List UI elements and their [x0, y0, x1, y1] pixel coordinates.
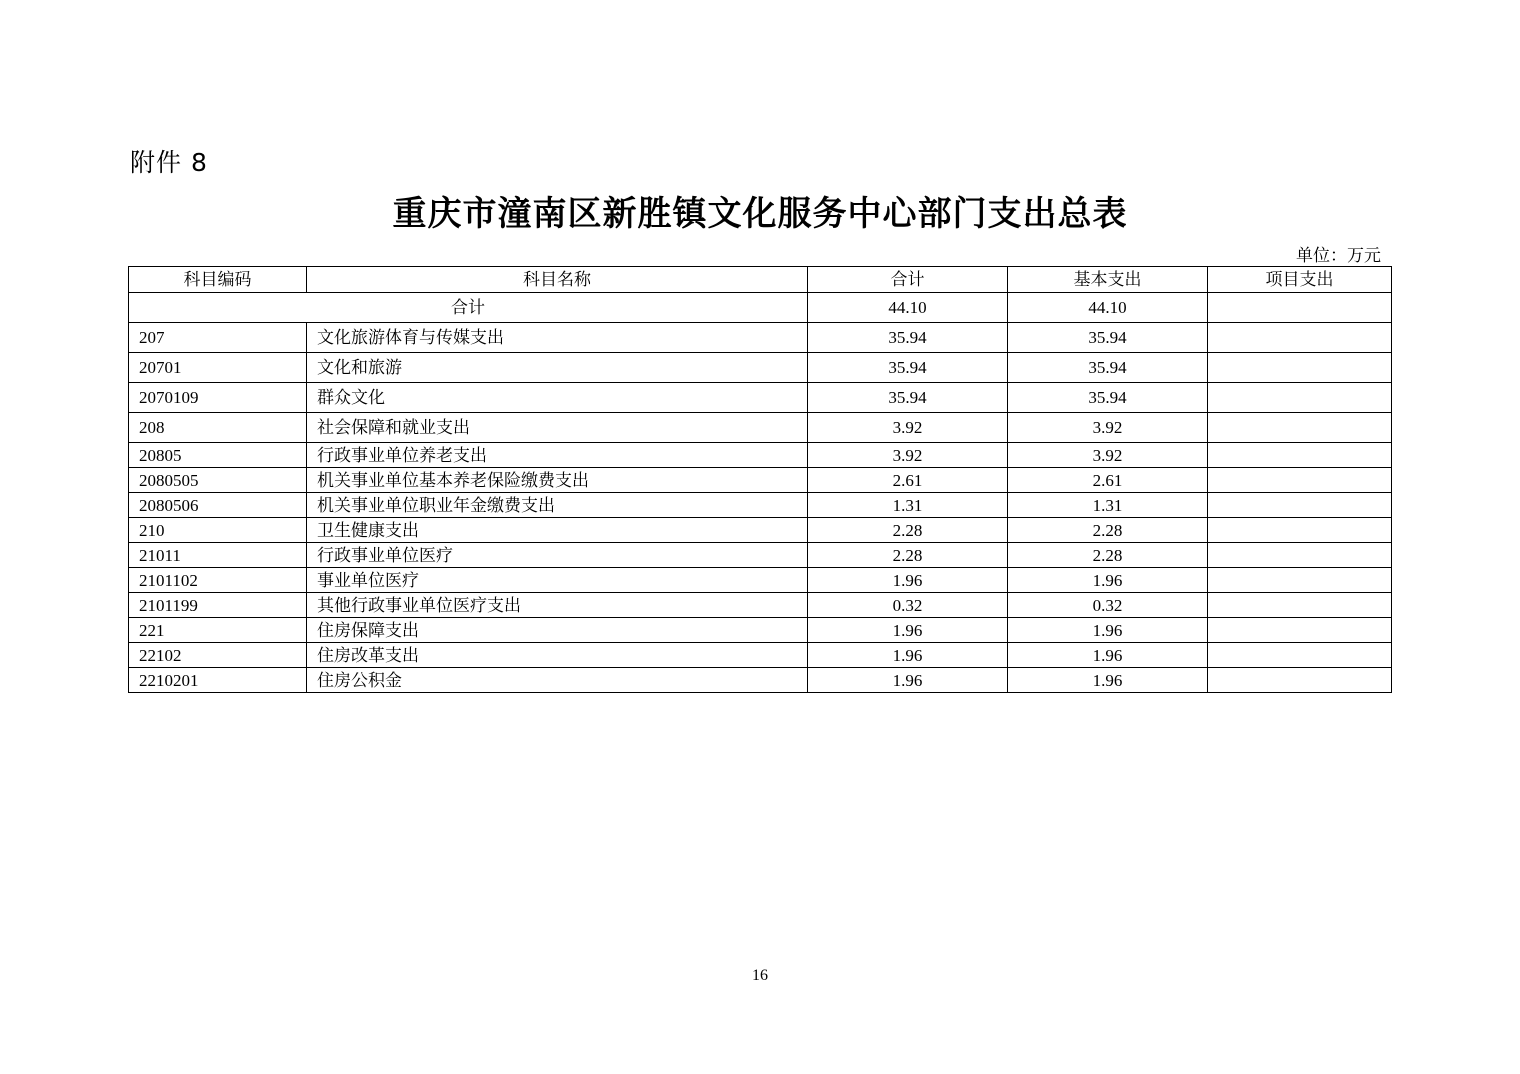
table-row — [129, 643, 1392, 668]
cell-total: 35.94 — [808, 353, 1008, 383]
cell-basic: 2.28 — [1008, 543, 1208, 568]
total-project — [1208, 293, 1392, 323]
cell-code: 2101199 — [129, 593, 307, 618]
cell-name: 文化旅游体育与传媒支出 — [307, 323, 808, 353]
table-row — [129, 593, 1392, 618]
table-row — [129, 493, 1392, 518]
cell-total: 2.61 — [808, 468, 1008, 493]
cell-basic: 1.96 — [1008, 568, 1208, 593]
cell-project — [1208, 323, 1392, 353]
cell-code: 2080506 — [129, 493, 307, 518]
page-title: 重庆市潼南区新胜镇文化服务中心部门支出总表 — [392, 194, 1128, 234]
attachment-label: 附件 8 — [130, 148, 208, 177]
table-row — [129, 543, 1392, 568]
table-row — [129, 668, 1392, 693]
cell-project — [1208, 543, 1392, 568]
cell-name: 卫生健康支出 — [307, 518, 808, 543]
table-row — [129, 323, 1392, 353]
cell-project — [1208, 643, 1392, 668]
cell-basic: 2.28 — [1008, 518, 1208, 543]
cell-project — [1208, 413, 1392, 443]
cell-name: 住房保障支出 — [307, 618, 808, 643]
cell-code: 221 — [129, 618, 307, 643]
header-total: 合计 — [808, 267, 1008, 293]
table-row — [129, 518, 1392, 543]
header-basic: 基本支出 — [1008, 267, 1208, 293]
cell-name: 事业单位医疗 — [307, 568, 808, 593]
cell-code: 22102 — [129, 643, 307, 668]
cell-name: 群众文化 — [307, 383, 808, 413]
cell-project — [1208, 593, 1392, 618]
table-row — [129, 413, 1392, 443]
table-row — [129, 468, 1392, 493]
total-label: 合计 — [129, 293, 808, 323]
cell-total: 2.28 — [808, 543, 1008, 568]
cell-code: 2080505 — [129, 468, 307, 493]
table-row — [129, 568, 1392, 593]
cell-project — [1208, 568, 1392, 593]
cell-code: 208 — [129, 413, 307, 443]
cell-code: 20701 — [129, 353, 307, 383]
cell-total: 2.28 — [808, 518, 1008, 543]
cell-code: 2070109 — [129, 383, 307, 413]
cell-total: 1.96 — [808, 643, 1008, 668]
cell-name: 住房改革支出 — [307, 643, 808, 668]
total-basic: 44.10 — [1008, 293, 1208, 323]
cell-name: 机关事业单位职业年金缴费支出 — [307, 493, 808, 518]
cell-total: 1.96 — [808, 568, 1008, 593]
cell-code: 210 — [129, 518, 307, 543]
cell-basic: 1.96 — [1008, 643, 1208, 668]
header-name: 科目名称 — [307, 267, 808, 293]
cell-name: 机关事业单位基本养老保险缴费支出 — [307, 468, 808, 493]
cell-name: 文化和旅游 — [307, 353, 808, 383]
cell-basic: 35.94 — [1008, 353, 1208, 383]
table-row — [129, 353, 1392, 383]
cell-code: 207 — [129, 323, 307, 353]
cell-project — [1208, 468, 1392, 493]
cell-basic: 1.96 — [1008, 618, 1208, 643]
cell-code: 20805 — [129, 443, 307, 468]
cell-project — [1208, 668, 1392, 693]
table-row — [129, 383, 1392, 413]
cell-name: 社会保障和就业支出 — [307, 413, 808, 443]
cell-code: 21011 — [129, 543, 307, 568]
cell-basic: 3.92 — [1008, 413, 1208, 443]
cell-code: 2101102 — [129, 568, 307, 593]
cell-name: 其他行政事业单位医疗支出 — [307, 593, 808, 618]
expenditure-table — [128, 266, 1392, 693]
table-row — [129, 443, 1392, 468]
cell-total: 35.94 — [808, 383, 1008, 413]
cell-total: 3.92 — [808, 443, 1008, 468]
cell-basic: 1.31 — [1008, 493, 1208, 518]
cell-basic: 35.94 — [1008, 383, 1208, 413]
table-header-row — [129, 267, 1392, 293]
cell-project — [1208, 353, 1392, 383]
cell-total: 3.92 — [808, 413, 1008, 443]
unit-label: 单位：万元 — [1296, 246, 1381, 265]
total-sum: 44.10 — [808, 293, 1008, 323]
table-row — [129, 618, 1392, 643]
cell-name: 住房公积金 — [307, 668, 808, 693]
cell-name: 行政事业单位医疗 — [307, 543, 808, 568]
cell-basic: 1.96 — [1008, 668, 1208, 693]
cell-total: 0.32 — [808, 593, 1008, 618]
cell-project — [1208, 383, 1392, 413]
cell-code: 2210201 — [129, 668, 307, 693]
cell-basic: 35.94 — [1008, 323, 1208, 353]
cell-project — [1208, 443, 1392, 468]
header-project: 项目支出 — [1208, 267, 1392, 293]
cell-project — [1208, 518, 1392, 543]
cell-basic: 2.61 — [1008, 468, 1208, 493]
cell-total: 1.96 — [808, 668, 1008, 693]
cell-basic: 0.32 — [1008, 593, 1208, 618]
cell-total: 35.94 — [808, 323, 1008, 353]
cell-basic: 3.92 — [1008, 443, 1208, 468]
cell-total: 1.31 — [808, 493, 1008, 518]
page-number: 16 — [752, 967, 768, 984]
cell-name: 行政事业单位养老支出 — [307, 443, 808, 468]
header-code: 科目编码 — [129, 267, 307, 293]
cell-project — [1208, 618, 1392, 643]
cell-project — [1208, 493, 1392, 518]
total-row — [129, 293, 1392, 323]
cell-total: 1.96 — [808, 618, 1008, 643]
